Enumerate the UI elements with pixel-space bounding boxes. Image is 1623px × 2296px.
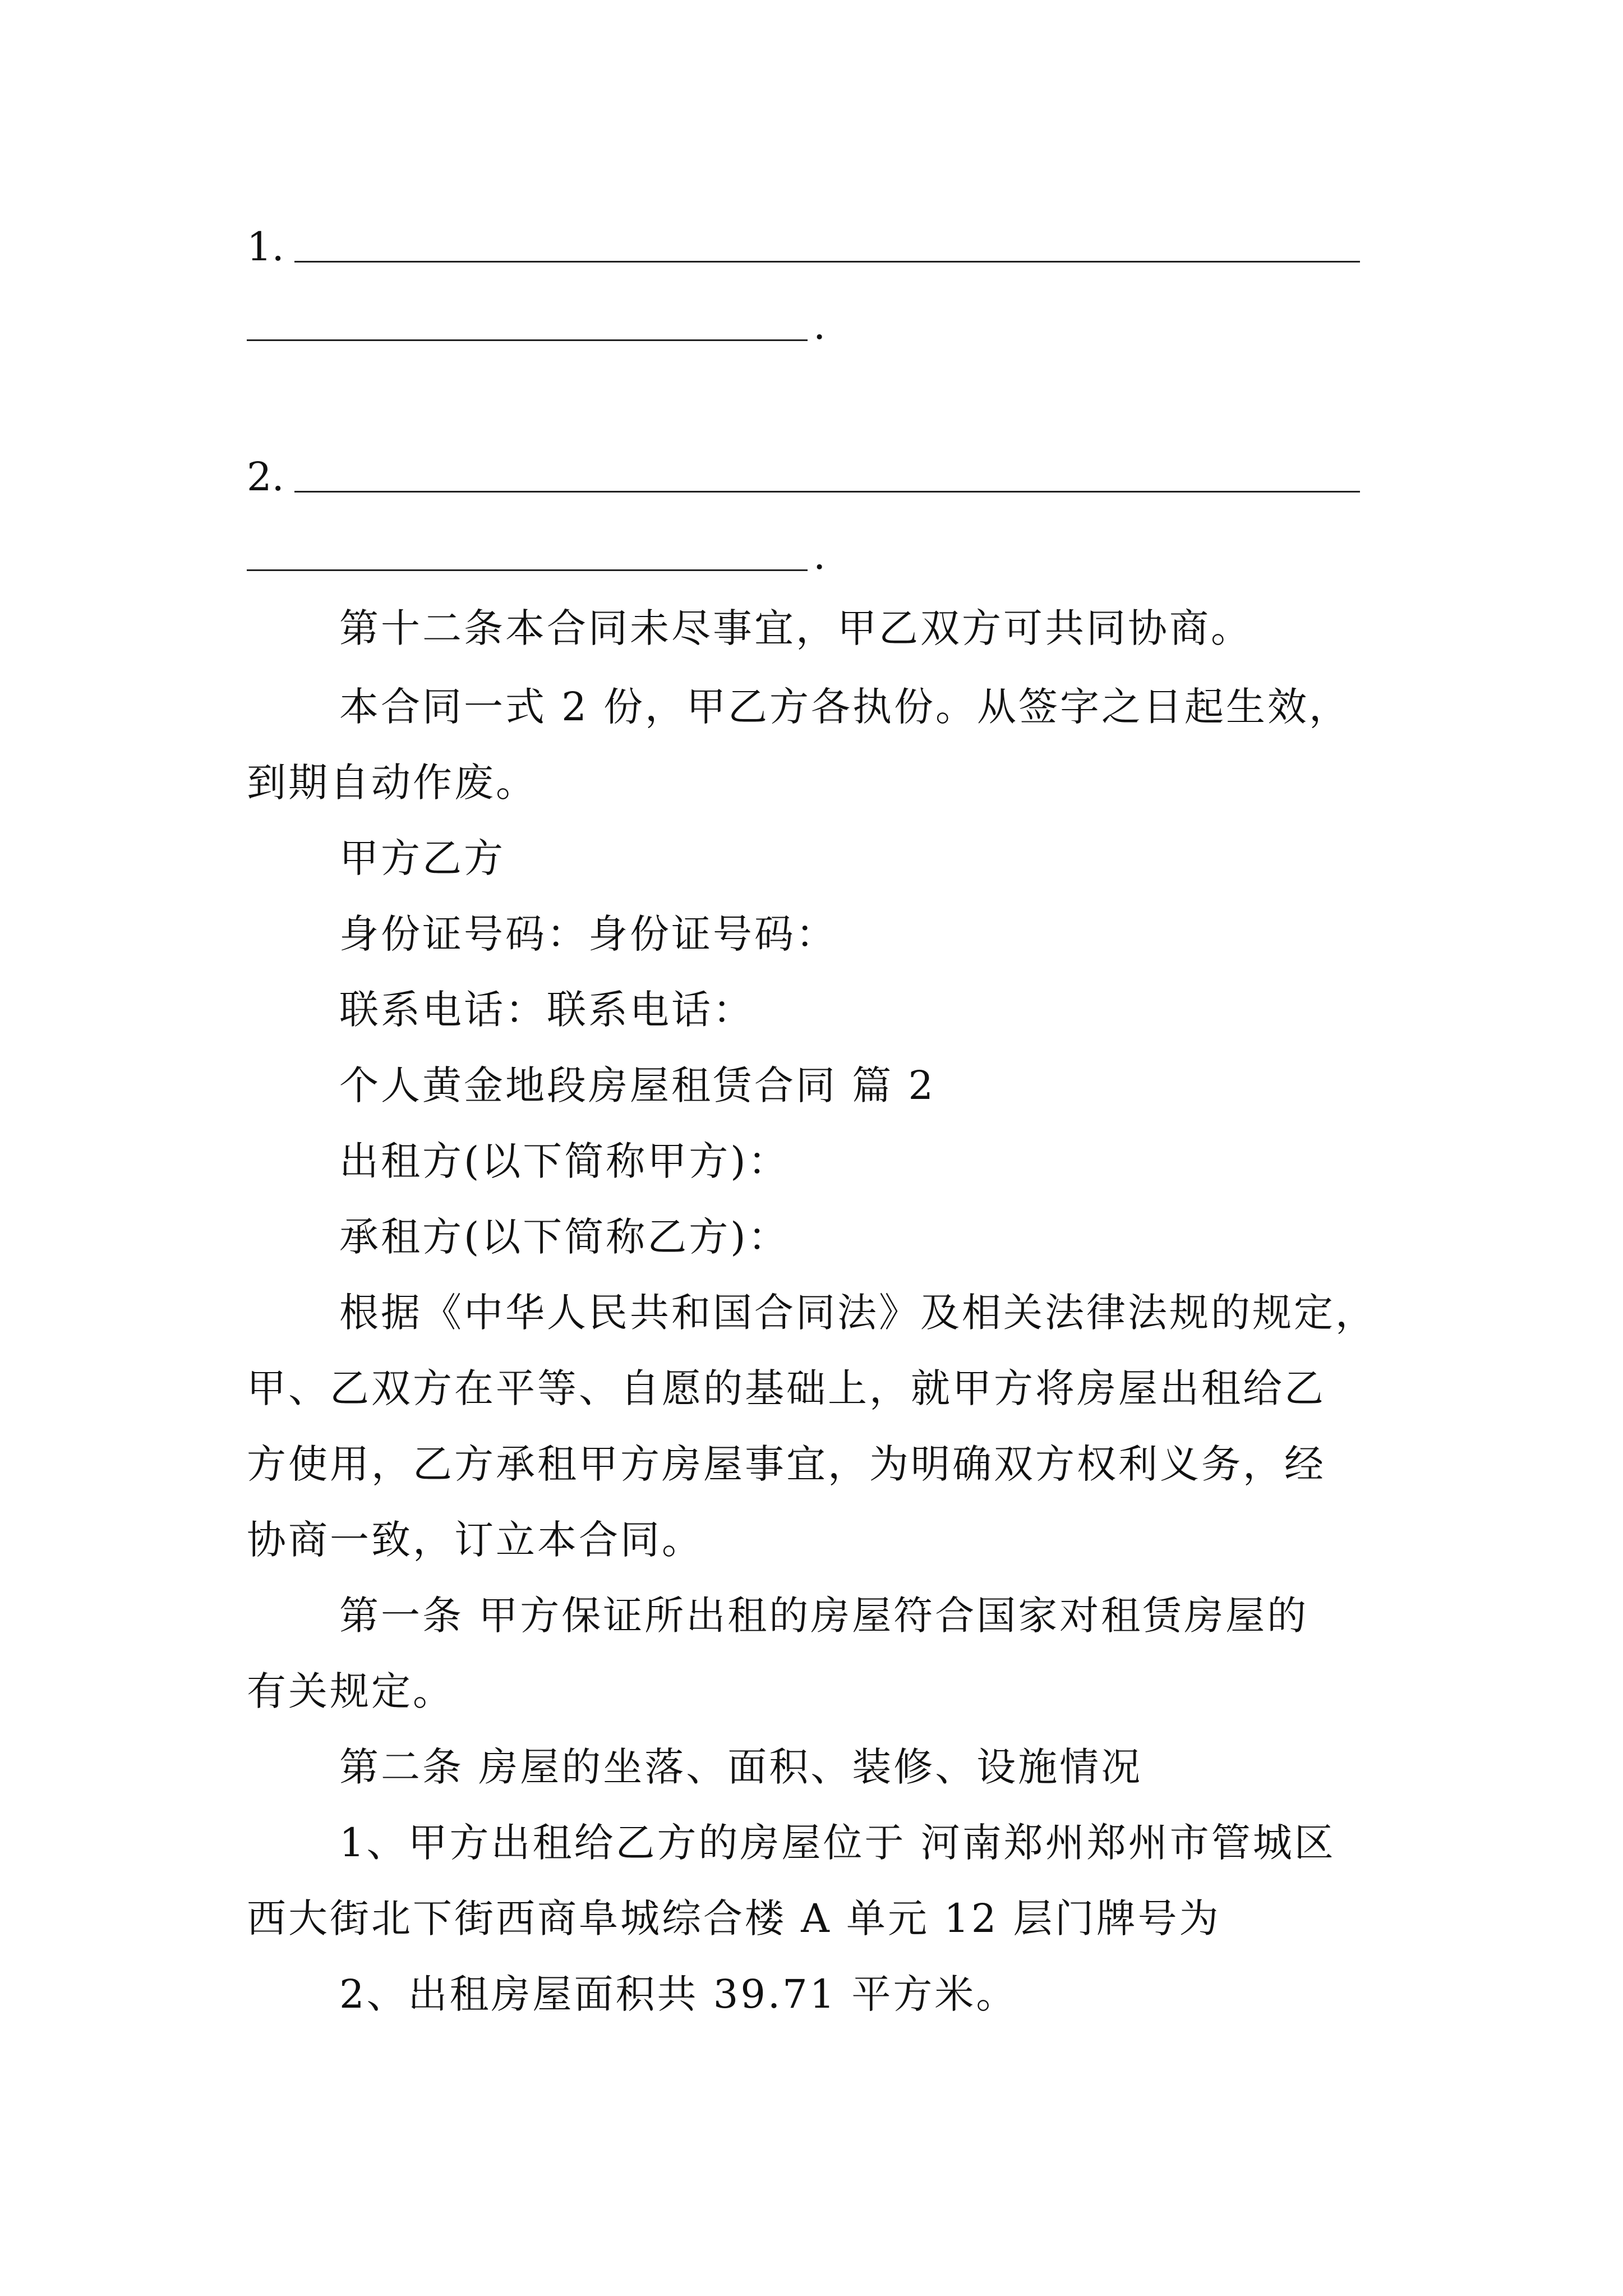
blank-underline	[247, 339, 808, 341]
party-labels: 甲方乙方	[339, 835, 505, 881]
phone-labels: 联系电话：联系电话：	[339, 987, 754, 1033]
blank-item-2-continued	[247, 532, 1402, 581]
section-title: 个人黄金地段房屋租赁合同 篇 2	[339, 1062, 936, 1108]
article-2-item-1-line-2: 西大街北下街西商阜城综合楼 A 单元 12 层门牌号为	[247, 1895, 1221, 1941]
id-number-labels: 身份证号码：身份证号码：	[339, 911, 837, 957]
article-2-item-1-line-1: 1、甲方出租给乙方的房屋位于 河南郑州郑州市管城区	[339, 1820, 1336, 1866]
blank-item-1	[247, 224, 1402, 272]
preamble-line-4: 协商一致，订立本合同。	[247, 1517, 703, 1563]
blank-item-1-continued	[247, 302, 1402, 351]
article-2-item-2: 2、出租房屋面积共 39.71 平方米。	[339, 1971, 1018, 2017]
blank-underline	[247, 569, 808, 571]
paragraph-copies-line-1: 本合同一式 2 份，甲乙方各执份。从签字之日起生效，	[339, 684, 1351, 730]
lessee-label: 承租方(以下简称乙方)：	[339, 1214, 790, 1260]
blank-item-2	[247, 454, 1402, 502]
blank-underline	[294, 261, 1360, 263]
blank-end-period: .	[813, 532, 826, 578]
preamble-line-2: 甲、乙双方在平等、自愿的基础上，就甲方将房屋出租给乙	[247, 1365, 1326, 1411]
blank-item-number: 1.	[247, 224, 284, 270]
blank-underline	[294, 491, 1360, 493]
paragraph-copies-line-2: 到期自动作废。	[247, 760, 537, 806]
paragraph-article-12: 第十二条本合同未尽事宜，甲乙双方可共同协商。	[339, 605, 1252, 651]
blank-end-period: .	[813, 302, 826, 348]
article-1-line-2: 有关规定。	[247, 1668, 454, 1714]
lessor-label: 出租方(以下简称甲方)：	[339, 1138, 790, 1184]
article-1-line-1: 第一条 甲方保证所出租的房屋符合国家对租赁房屋的	[339, 1593, 1309, 1639]
preamble-line-3: 方使用，乙方承租甲方房屋事宜，为明确双方权利义务，经	[247, 1441, 1326, 1487]
article-2-heading: 第二条 房屋的坐落、面积、装修、设施情况	[339, 1744, 1143, 1790]
blank-item-number: 2.	[247, 454, 284, 500]
preamble-line-1: 根据《中华人民共和国合同法》及相关法律法规的规定，	[339, 1290, 1377, 1336]
